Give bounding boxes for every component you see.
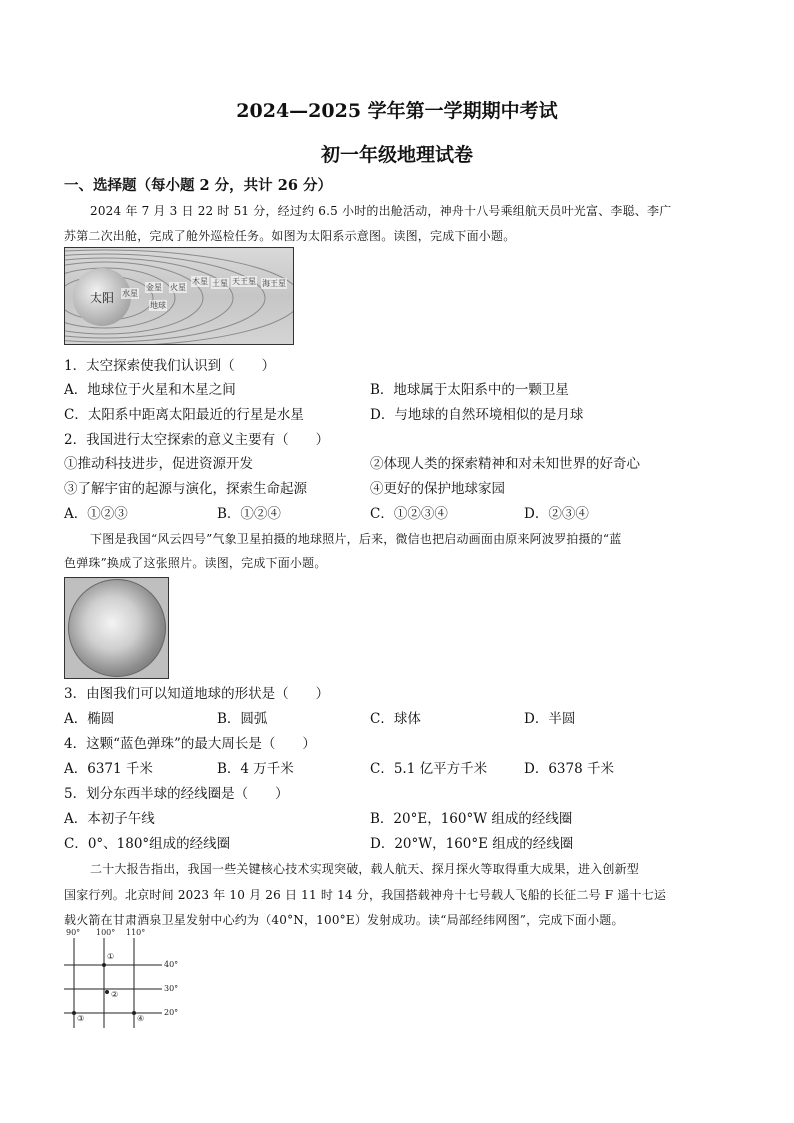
exam-subtitle: 初一年级地理试卷 xyxy=(320,144,473,166)
planet-label-neptune: 海王星 xyxy=(262,279,286,288)
planet-label-jupiter: 木星 xyxy=(192,277,208,286)
question-1-option-a[interactable]: A．地球位于火星和木星之间 xyxy=(64,382,236,398)
exam-title: 2024—2025 学年第一学期期中考试 xyxy=(236,100,558,122)
lat-label-40: 40° xyxy=(164,960,179,969)
passage-3-line-3: 载火箭在甘肃酒泉卫星发射中心约为（40°N，100°E）发射成功。读“局部经纬网图”，完成下面小题。 xyxy=(64,913,624,927)
passage-2-line-1: 下图是我国“风云四号”气象卫星拍摄的地球照片，后来，微信也把启动画面由原来阿波罗拍摄的“蓝 xyxy=(90,532,622,546)
question-2-statement-2: ②体现人类的探索精神和对未知世界的好奇心 xyxy=(370,456,640,472)
question-1-option-b[interactable]: B．地球属于太阳系中的一颗卫星 xyxy=(370,382,569,398)
passage-1-line-1: 2024 年 7 月 3 日 22 时 51 分，经过约 6.5 小时的出舱活动，神舟十八号乘组航天员叶光富、李聪、李广 xyxy=(90,204,672,218)
lon-label-110: 110° xyxy=(126,928,146,937)
point-3-label: ③ xyxy=(77,1014,85,1023)
question-2-stem: 2．我国进行太空探索的意义主要有（ ） xyxy=(64,432,330,448)
question-4-option-d[interactable]: D．6378 千米 xyxy=(524,761,614,777)
earth-photo-figure xyxy=(64,577,169,679)
question-1-stem: 1．太空探索使我们认识到（ ） xyxy=(64,358,276,374)
planet-label-venus: 金星 xyxy=(146,283,162,292)
point-1-label: ① xyxy=(107,952,115,961)
question-5-option-a[interactable]: A．本初子午线 xyxy=(64,811,155,827)
planet-label-mercury: 水星 xyxy=(122,289,138,298)
planet-label-uranus: 天王星 xyxy=(232,277,256,286)
grid-lines xyxy=(60,928,200,1028)
passage-2-line-2: 色弹珠”换成了这张照片。读图，完成下面小题。 xyxy=(64,556,327,570)
planet-label-earth: 地球 xyxy=(150,301,166,310)
question-3-option-a[interactable]: A．椭圆 xyxy=(64,711,115,727)
question-1-option-c[interactable]: C．太阳系中距离太阳最近的行星是水星 xyxy=(64,407,304,423)
question-4-stem: 4．这颗“蓝色弹珠”的最大周长是（ ） xyxy=(64,736,316,752)
sun-label: 太阳 xyxy=(89,290,114,305)
earth-globe-image xyxy=(68,579,166,677)
lat-label-20: 20° xyxy=(164,1008,179,1017)
question-3-option-b[interactable]: B．圆弧 xyxy=(217,711,268,727)
question-4-option-c[interactable]: C．5.1 亿平方千米 xyxy=(370,761,488,777)
question-3-option-c[interactable]: C．球体 xyxy=(370,711,421,727)
solar-system-figure xyxy=(64,247,294,345)
question-5-option-d[interactable]: D．20°W，160°E 组成的经线圈 xyxy=(370,836,574,852)
question-4-option-a[interactable]: A．6371 千米 xyxy=(64,761,153,777)
question-4-option-b[interactable]: B．4 万千米 xyxy=(217,761,294,777)
question-5-option-b[interactable]: B．20°E，160°W 组成的经线圈 xyxy=(370,811,573,827)
planet-label-saturn: 土星 xyxy=(212,279,228,288)
question-2-option-a[interactable]: A．①②③ xyxy=(64,506,128,522)
lat-lon-grid-figure xyxy=(60,928,200,1028)
passage-1-line-2: 苏第二次出舱，完成了舱外巡检任务。如图为太阳系示意图。读图，完成下面小题。 xyxy=(64,229,516,243)
question-5-stem: 5．划分东西半球的经线圈是（ ） xyxy=(64,786,289,802)
passage-3-line-2: 国家行列。北京时间 2023 年 10 月 26 日 11 时 14 分，我国搭载神舟十七号载人飞船的长征二号 F 遥十七运 xyxy=(64,888,667,902)
question-2-statement-1: ①推动科技进步，促进资源开发 xyxy=(64,456,253,472)
passage-3-line-1: 二十大报告指出，我国一些关键核心技术实现突破，载人航天、探月探火等取得重大成果，进入创新型 xyxy=(90,862,640,876)
question-3-option-d[interactable]: D．半圆 xyxy=(524,711,576,727)
question-2-statement-4: ④更好的保护地球家园 xyxy=(370,481,505,497)
question-5-option-c[interactable]: C．0°、180°组成的经线圈 xyxy=(64,836,231,852)
lat-label-30: 30° xyxy=(164,984,179,993)
lon-label-90: 90° xyxy=(66,928,81,937)
point-4-label: ④ xyxy=(137,1014,145,1023)
question-2-option-d[interactable]: D．②③④ xyxy=(524,506,589,522)
question-3-stem: 3．由图我们可以知道地球的形状是（ ） xyxy=(64,686,330,702)
question-2-statement-3: ③了解宇宙的起源与演化，探索生命起源 xyxy=(64,481,307,497)
question-2-option-c[interactable]: C．①②③④ xyxy=(370,506,448,522)
point-2-label: ② xyxy=(111,990,119,999)
question-1-option-d[interactable]: D．与地球的自然环境相似的是月球 xyxy=(370,407,584,423)
lon-label-100: 100° xyxy=(96,928,116,937)
question-2-option-b[interactable]: B．①②④ xyxy=(217,506,281,522)
section-heading: 一、选择题（每小题 2 分，共计 26 分） xyxy=(64,177,332,194)
planet-label-mars: 火星 xyxy=(170,283,186,292)
